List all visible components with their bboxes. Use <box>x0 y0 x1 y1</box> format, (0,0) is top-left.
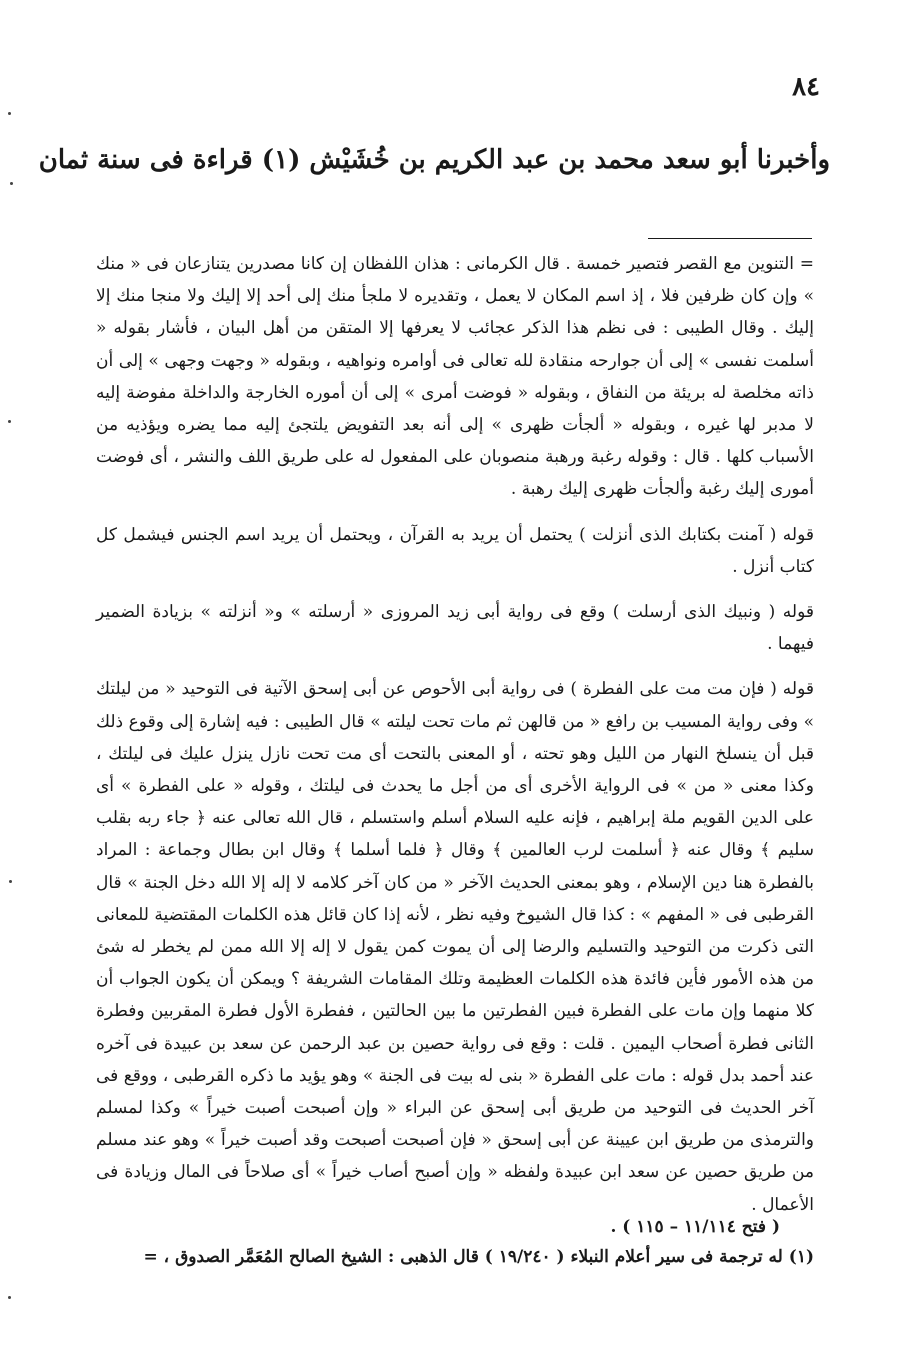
scan-speck <box>10 182 13 185</box>
commentary-paragraph: قوله ( ونبيك الذى أرسلت ) وقع فى رواية أبى زيد المروزى « أرسلته » و« أنزلته » بزيادة الضمير فيهما . <box>96 602 814 655</box>
commentary-paragraph: قوله ( فإن مت مت على الفطرة ) فى رواية أبى الأحوص عن أبى إسحق الآتية فى التوحيد « من ليلتك » وفى رواية المسيب بن رافع « من قالهن ثم مات تحت ليلته » قال الطيبى : فيه إشارة إلى وقوع ذلك قبل أن ينسلخ النهار من الليل وهو تحته ، أو المعنى بالتحت أى مت تحت نازل ينزل عليك فى ليلتك ، وكذا معنى « من » فى الرواية الأخرى أى من أجل ما يحدث فى ليلتك ، وقوله « على الفطرة » أى على الدين القويم ملة إبراهيم ، فإنه عليه السلام أسلم واستسلم ، قال الله تعالى عنه ﴿ جاء ربه بقلب سليم ﴾ وقال عنه ﴿ أسلمت لرب العالمين ﴾ وقال ﴿ فلما أسلما ﴾ وقال ابن بطال وجماعة : المراد بالفطرة هنا دين الإسلام ، وهو بمعنى الحديث الآخر « من كان آخر كلامه لا إله إلا الله دخل الجنة » قال القرطبى فى « المفهم » : كذا قال الشيوخ وفيه نظر ، لأنه إذا كان قائل هذه الكلمات المقتضية للمعانى التى ذكرت من التوحيد والتسليم والرضا إلى أن يموت كمن يقول لا إله إلا الله ممن لم يخطر له شئ من هذه الأمور فأين فائدة هذه الكلمات العظيمة وتلك المقامات الشريفة ؟ ويمكن أن يكون الجواب أن كلا منهما وإن مات على الفطرة فبين الفطرتين ما بين الحالتين ، ففطرة الأول فطرة المقربين وفطرة الثانى فطرة أصحاب اليمين . قلت : وقع فى رواية حصين بن عبد الرحمن عن سعد بن عبيدة فى آخره عند أحمد بدل قوله : مات على الفطرة « بنى له بيت فى الجنة » وهو يؤيد ما ذكره القرطبى ، ووقع فى آخر الحديث فى التوحيد من طريق أبى إسحق عن البراء « وإن أصبحت أصبت خيراً » وكذا لمسلم والترمذى من طريق ابن عيينة عن أبى إسحق « فإن أصبحت أصبحت وقد أصبت خيراً » وهو عند مسلم من طريق حصين عن سعد ابن عبيدة ولفظه « وإن أصبح أصاب خيراً » أى صلاحاً فى المال وزيادة فى الأعمال . <box>96 679 814 1215</box>
scan-speck <box>8 420 11 423</box>
scan-speck <box>8 112 11 115</box>
scan-speck <box>9 880 12 883</box>
commentary-paragraph: قوله ( آمنت بكتابك الذى أنزلت ) يحتمل أن يريد به القرآن ، ويحتمل أن يريد اسم الجنس فيشمل كل كتاب أنزل . <box>96 524 814 577</box>
commentary-paragraph: = التنوين مع القصر فتصير خمسة . قال الكرمانى : هذان اللفظان إن كانا مصدرين يتنازعان فى « منك » وإن كان ظرفين فلا ، إذ اسم المكان لا يعمل ، وتقديره لا ملجأ منك إلى أحد إلا إليك ولا منجا منك إلا إليك . وقال الطيبى : فى نظم هذا الذكر عجائب لا يعرفها إلا المتقن من أهل البيان ، فأشار بقوله « أسلمت نفسى » إلى أن جوارحه منقادة لله تعالى فى أوامره ونواهيه ، وبقوله « وجهت وجهى » إلى أن ذاته مخلصة له بريئة من النفاق ، وبقوله « فوضت أمرى » إلى أن أموره الخارجة والداخلة مفوضة إليه لا مدبر لها غيره ، وبقوله « ألجأت ظهرى » إلى أنه بعد التفويض يلتجئ إليه مما يضره ويؤذيه من الأسباب كلها . قال : وقوله رغبة ورهبة منصوبان على المفعول له على طريق اللف والنشر ، أى فوضت أمورى إليك رغبة وألجأت ظهرى إليك رهبة . <box>96 254 814 500</box>
separator-line <box>648 238 812 239</box>
footnote: (١) له ترجمة فى سير أعلام النبلاء ( ١٩/٢٤٠ ) قال الذهبى : الشيخ الصالح المُعَمَّر الصدوق ، = <box>143 1247 814 1267</box>
commentary-block <box>96 248 814 1221</box>
heading-line: وأخبرنا أبو سعد محمد بن عبد الكريم بن خُشَيْش (١) قراءة فى سنة ثمان <box>38 145 830 175</box>
page-number: ٨٤ <box>792 72 820 102</box>
source-reference: ( فتح ١١/١١٤ – ١١٥ ) . <box>610 1217 780 1237</box>
scan-speck <box>8 1296 11 1299</box>
